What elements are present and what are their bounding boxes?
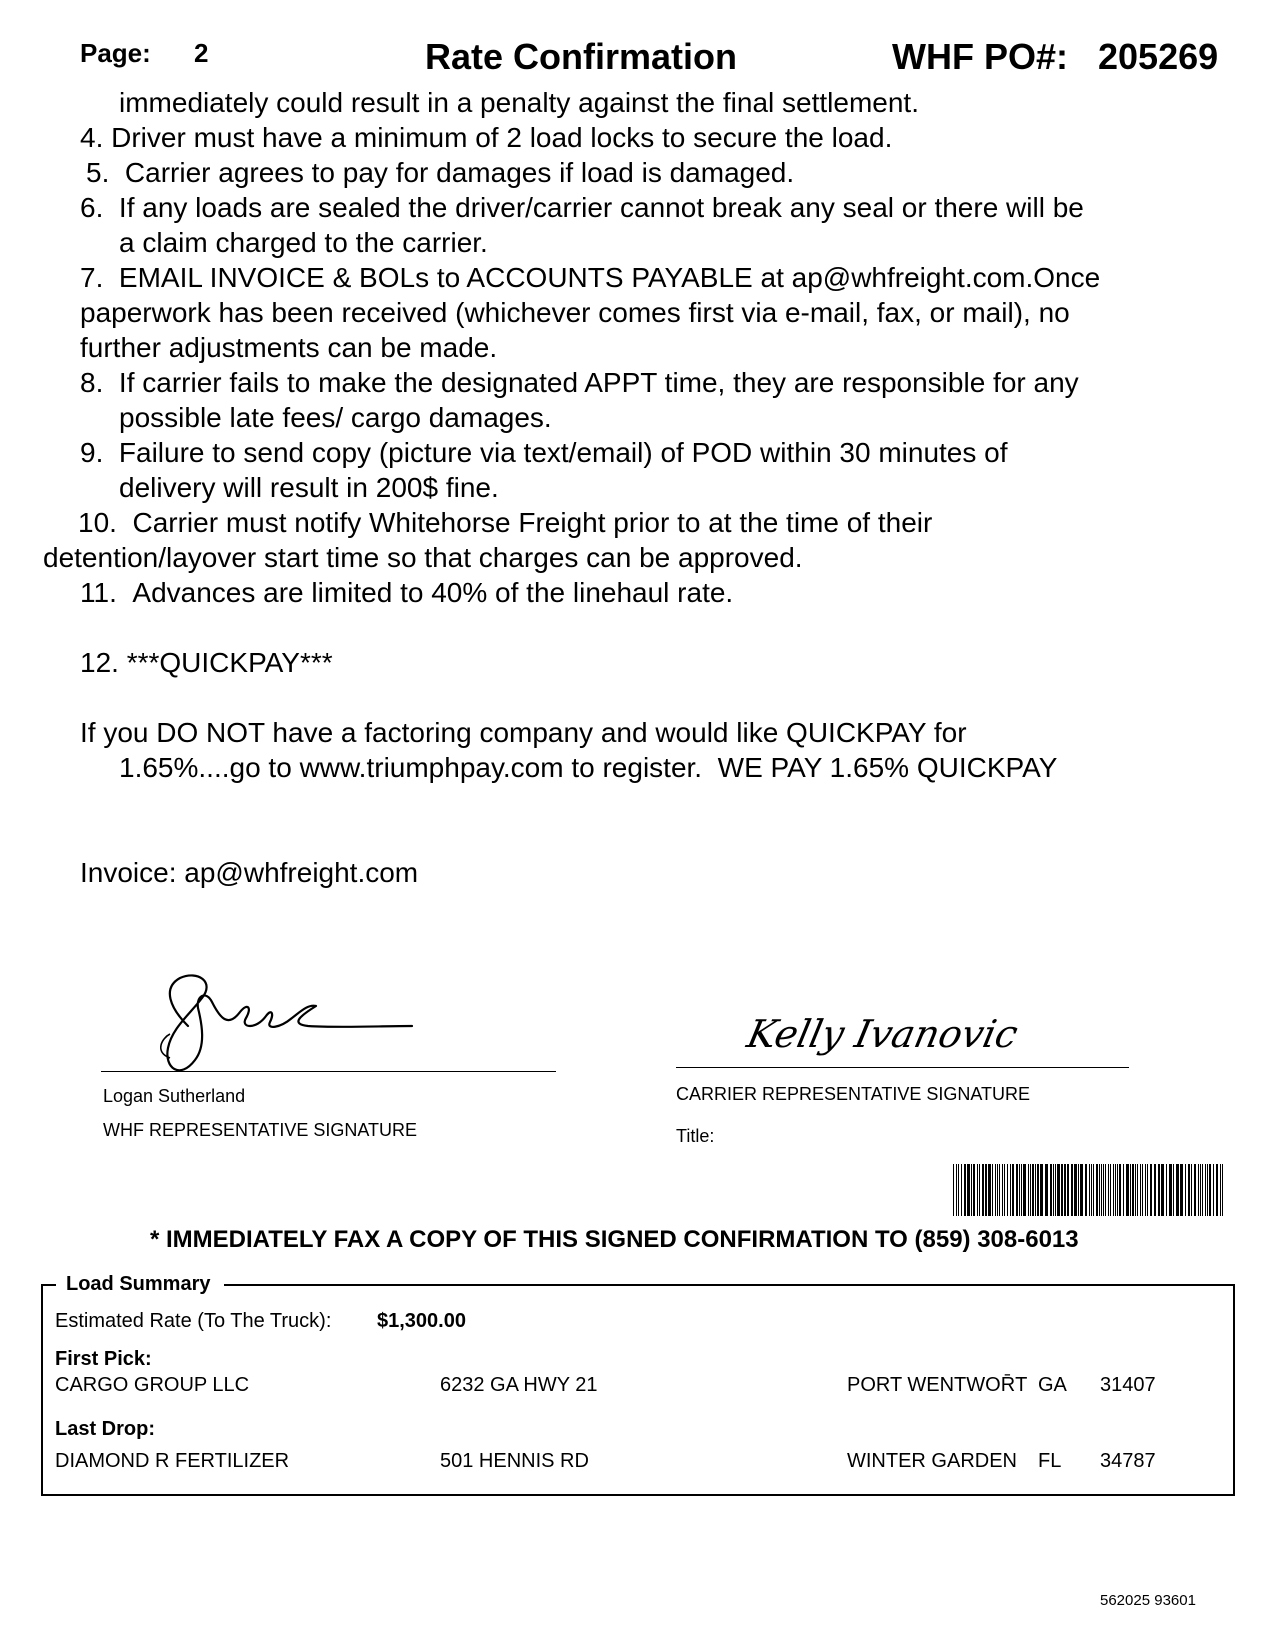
barcode-bar [1023,1164,1026,1216]
barcode-bar [1180,1164,1183,1216]
barcode-bar [953,1164,954,1216]
term-item-4: 4. Driver must have a minimum of 2 load locks to secure the load. [80,122,893,153]
last-drop-address: 501 HENNIS RD [440,1450,589,1472]
barcode-bar [1185,1164,1186,1216]
term-item-12: 12. ***QUICKPAY*** [80,647,333,678]
barcode-bar [1115,1164,1116,1216]
barcode-bar [1002,1164,1003,1216]
barcode-bar [961,1164,962,1216]
barcode-bar [1091,1164,1092,1216]
barcode-bar [979,1164,980,1216]
barcode-bar [1137,1164,1138,1216]
barcode-bar [999,1164,1000,1216]
barcode-bar [1010,1164,1011,1216]
footer-code: 562025 93601 [1100,1592,1196,1609]
barcode-bar [1096,1164,1098,1216]
barcode-bar [1220,1164,1221,1216]
rate-label: Estimated Rate (To The Truck): [55,1310,332,1332]
barcode-bar [1198,1164,1199,1216]
last-drop-city: WINTER GARDEN [847,1450,1017,1472]
barcode-bar [1067,1164,1069,1216]
barcode-bar [964,1164,966,1216]
whf-signer-name: Logan Sutherland [103,1086,246,1106]
barcode-bar [1004,1164,1005,1216]
barcode-bar [1145,1164,1146,1216]
title-label: Title: [676,1126,715,1146]
barcode-bar [971,1164,972,1216]
term-item-9: 9. Failure to send copy (picture via text/email) of POD within 30 minutes of [80,437,1008,468]
barcode-bar [1103,1164,1104,1216]
barcode-bar [1040,1164,1043,1216]
barcode-bar [1173,1164,1174,1216]
term-item-6: 6. If any loads are sealed the driver/carrier cannot break any seal or there will be [80,192,1084,223]
barcode-bar [1158,1164,1160,1216]
barcode-bar [1078,1164,1079,1216]
page-label: Page: [80,38,151,68]
barcode-bar [1053,1164,1054,1216]
barcode-bar [1209,1164,1211,1216]
barcode-bar [1205,1164,1206,1216]
barcode-bar [1057,1164,1060,1216]
term-item-5: 5. Carrier agrees to pay for damages if load is damaged. [86,157,795,188]
invoice-email: Invoice: ap@whfreight.com [80,857,419,888]
term-line-continuation: immediately could result in a penalty against the final settlement. [119,87,919,118]
barcode-bar [956,1164,957,1216]
barcode-bar [1166,1164,1167,1216]
barcode-bar [1216,1164,1218,1216]
term-item-11: 11. Advances are limited to 40% of the linehaul rate. [80,577,734,608]
barcode-bar [1071,1164,1073,1216]
barcode-bar [1132,1164,1134,1216]
quickpay-text: If you DO NOT have a factoring company and would like QUICKPAY for [80,717,967,748]
barcode-bar [1064,1164,1066,1216]
first-pick-state: GA [1038,1374,1067,1396]
carrier-signature-caption: CARRIER REPRESENTATIVE SIGNATURE [676,1084,1031,1104]
barcode-bar [1110,1164,1111,1216]
document-title: Rate Confirmation [425,36,738,77]
load-summary-title: Load Summary [56,1273,224,1296]
term-item-9-cont: delivery will result in 200$ fine. [119,472,499,503]
term-item-7-cont: paperwork has been received (whichever comes first via e-mail, fax, or mail), no [80,297,1070,328]
carrier-signature-image: Kelly Ivanovic [743,1012,1022,1056]
term-item-8: 8. If carrier fails to make the designated APPT time, they are responsible for any [80,367,1079,398]
barcode-bar [982,1164,984,1216]
barcode-bar [997,1164,998,1216]
barcode-bar [1142,1164,1143,1216]
carrier-signature-line [676,1067,1129,1068]
quickpay-text-cont: 1.65%....go to www.triumphpay.com to register. WE PAY 1.65% QUICKPAY [119,752,1058,783]
barcode-bar [1016,1164,1018,1216]
term-item-10-cont: detention/layover start time so that charges can be approved. [43,542,803,573]
barcode-image [953,1164,1229,1216]
barcode-bar [1055,1164,1056,1216]
barcode-bar [1037,1164,1039,1216]
barcode-bar [1123,1164,1124,1216]
barcode-bar [1207,1164,1208,1216]
barcode-bar [1089,1164,1090,1216]
barcode-bar [1113,1164,1114,1216]
barcode-bar [1045,1164,1048,1216]
barcode-bar [992,1164,993,1216]
term-item-7-cont2: further adjustments can be made. [80,332,498,363]
last-drop-zip: 34787 [1100,1450,1156,1472]
barcode-bar [1154,1164,1156,1216]
page-number: 2 [194,38,209,68]
barcode-bar [1169,1164,1172,1216]
barcode-bar [1101,1164,1102,1216]
whf-signature-caption: WHF REPRESENTATIVE SIGNATURE [103,1120,418,1140]
barcode-bar [1117,1164,1118,1216]
barcode-bar [1021,1164,1022,1216]
barcode-bar [1080,1164,1083,1216]
barcode-bar [1202,1164,1203,1216]
barcode-bar [967,1164,970,1216]
barcode-bar [1032,1164,1034,1216]
barcode-bar [958,1164,959,1216]
term-item-7: 7. EMAIL INVOICE & BOLs to ACCOUNTS PAYABLE at ap@whfreight.com.Once [80,262,1101,293]
first-pick-label: First Pick: [55,1348,152,1370]
barcode-bar [1061,1164,1063,1216]
term-item-6-cont: a claim charged to the carrier. [119,227,488,258]
whf-signature-line [101,1071,556,1072]
barcode-bar [1108,1164,1109,1216]
last-drop-label: Last Drop: [55,1418,155,1440]
barcode-bar [1012,1164,1014,1216]
barcode-bar [1050,1164,1052,1216]
first-pick-name: CARGO GROUP LLC [55,1374,250,1396]
barcode-bar [1161,1164,1164,1216]
barcode-bar [1119,1164,1121,1216]
rate-value: $1,300.00 [377,1310,466,1332]
barcode-bar [1035,1164,1036,1216]
whf-signature-image [140,968,440,1088]
barcode-bar [1085,1164,1087,1216]
term-item-10: 10. Carrier must notify Whitehorse Freight prior to at the time of their [78,507,933,538]
barcode-bar [1140,1164,1141,1216]
barcode-bar [1188,1164,1190,1216]
barcode-bar [1150,1164,1152,1216]
barcode-bar [1130,1164,1131,1216]
barcode-bar [977,1164,978,1216]
barcode-bar [988,1164,991,1216]
barcode-bar [1074,1164,1077,1216]
barcode-bar [1213,1164,1214,1216]
barcode-bar [1093,1164,1094,1216]
barcode-bar [1030,1164,1031,1216]
po-label: WHF PO#: [892,36,1068,77]
term-item-8-cont: possible late fees/ cargo damages. [119,402,552,433]
first-pick-city: PORT WENTWOR̄T [847,1374,1028,1396]
barcode-bar [1126,1164,1129,1216]
barcode-bar [995,1164,996,1216]
barcode-bar [973,1164,975,1216]
barcode-bar [1194,1164,1196,1216]
fax-notice: * IMMEDIATELY FAX A COPY OF THIS SIGNED CONFIRMATION TO (859) 308-6013 [150,1226,1079,1253]
barcode-bar [1007,1164,1008,1216]
barcode-bar [1147,1164,1148,1216]
barcode-bar [1105,1164,1106,1216]
barcode-bar [1028,1164,1029,1216]
last-drop-name: DIAMOND R FERTILIZER [55,1450,290,1472]
barcode-bar [1222,1164,1223,1216]
po-number: 205269 [1098,36,1219,77]
barcode-bar [1191,1164,1192,1216]
first-pick-address: 6232 GA HWY 21 [440,1374,598,1396]
barcode-bar [1176,1164,1179,1216]
first-pick-zip: 31407 [1100,1374,1156,1396]
barcode-bar [1200,1164,1201,1216]
barcode-bar [985,1164,987,1216]
barcode-bar [1135,1164,1136,1216]
barcode-bar [1099,1164,1100,1216]
barcode-bar [1019,1164,1020,1216]
last-drop-state: FL [1038,1450,1062,1472]
